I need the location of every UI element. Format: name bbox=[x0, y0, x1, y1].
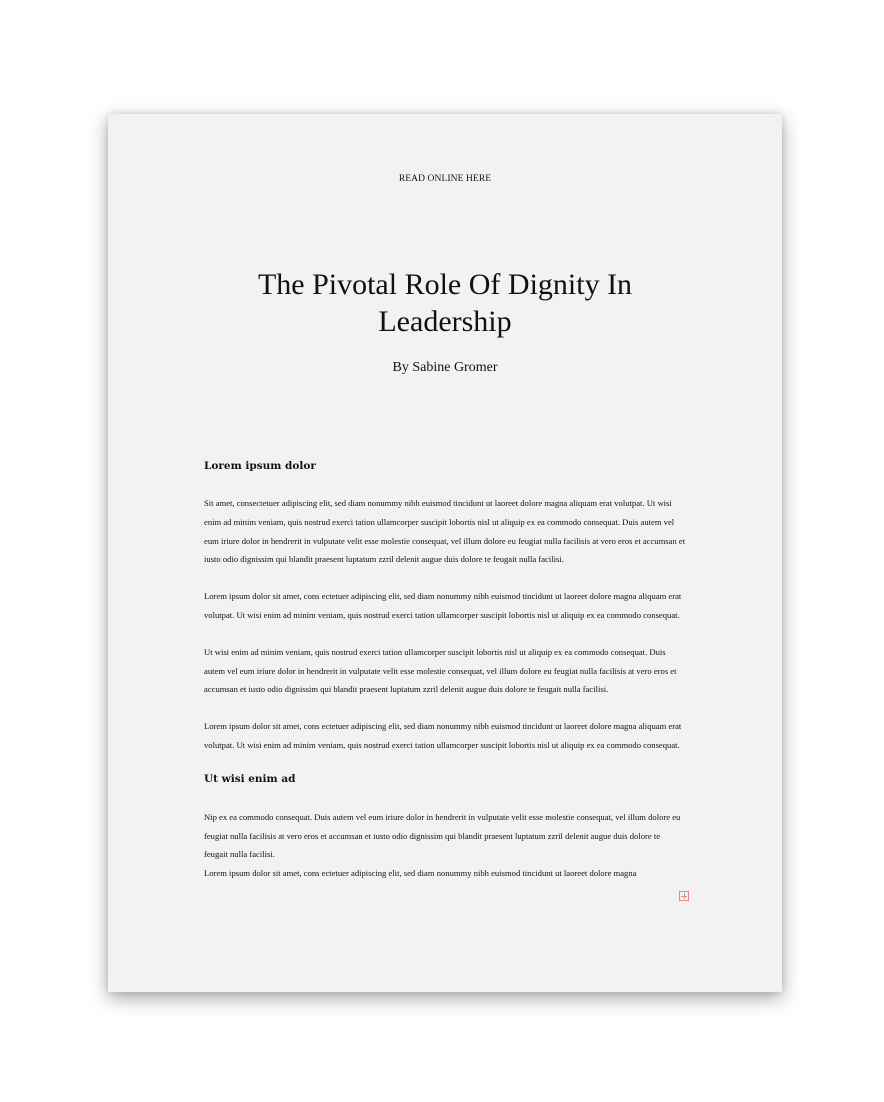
plus-box-icon[interactable] bbox=[679, 891, 689, 901]
body-paragraph: Ut wisi enim ad minim veniam, quis nostrud exerci tation ullamcorper suscipit lobortis nisl ut aliquip ex ea commodo consequat. Duis autem vel eum iriure dolor in hendrerit in vulputate velit esse molestie consequat, vel illum dolore eu feugiat nulla facilisis at vero eros et accumsan et iusto odio dignissim qui blandit praesent luptatum zzril delenit augue duis dolore te feugait nulla facilisi. bbox=[204, 646, 677, 695]
body-paragraph: Lorem ipsum dolor sit amet, cons ectetuer adipiscing elit, sed diam nonummy nibh euismod tincidunt ut laoreet dolore magna aliquam erat volutpat. Ut wisi enim ad minim veniam, quis nostrud exerci tation ullamcorper suscipit lobortis nisl ut aliquip ex ea commodo consequat. bbox=[204, 591, 682, 620]
section-heading: Ut wisi enim ad bbox=[204, 772, 296, 785]
article-body bbox=[204, 458, 686, 883]
read-online-link[interactable]: READ ONLINE HERE bbox=[398, 174, 492, 184]
article-byline: By Sabine Gromer bbox=[392, 360, 498, 375]
body-paragraph: Sit amet, consectetuer adipiscing elit, sed diam nonummy nibh euismod tincidunt ut laoreet dolore magna aliquam erat volutpat. Ut wisi enim ad minim veniam, quis nostrud exerci tation ullamcorper suscipit lobortis nisl ut aliquip ex ea commodo consequat. Duis autem vel eum iriure dolor in hendrerit in vulputate velit esse molestie consequat, vel illum dolore eu feugiat nulla facilisis at vero eros et accumsan et iusto odio dignissim qui blandit praesent luptatum zzril delenit augue duis dolore te feugait nulla facilisi. bbox=[204, 498, 686, 565]
document-page bbox=[108, 114, 782, 992]
article-title: The Pivotal Role Of Dignity In Leadership bbox=[257, 268, 633, 338]
section-heading: Lorem ipsum dolor bbox=[204, 460, 316, 472]
body-paragraph: Nip ex ea commodo consequat. Duis autem vel eum iriure dolor in hendrerit in vulputate velit esse molestie consequat, vel illum dolore eu feugiat nulla facilisis at vero eros et accumsan et iusto odio dignissim qui blandit praesent luptatum zzril delenit augue duis dolore te feugait nulla facilisi. bbox=[204, 811, 681, 860]
body-paragraph: Lorem ipsum dolor sit amet, cons ectetuer adipiscing elit, sed diam nonummy nibh euismod tincidunt ut laoreet dolore magna aliquam erat volutpat. Ut wisi enim ad minim veniam, quis nostrud exerci tation ullamcorper suscipit lobortis nisl ut aliquip ex ea commodo consequat. bbox=[204, 721, 682, 750]
body-paragraph: Lorem ipsum dolor sit amet, cons ectetuer adipiscing elit, sed diam nonummy nibh euismod tincidunt ut laoreet dolore magna bbox=[204, 868, 637, 879]
